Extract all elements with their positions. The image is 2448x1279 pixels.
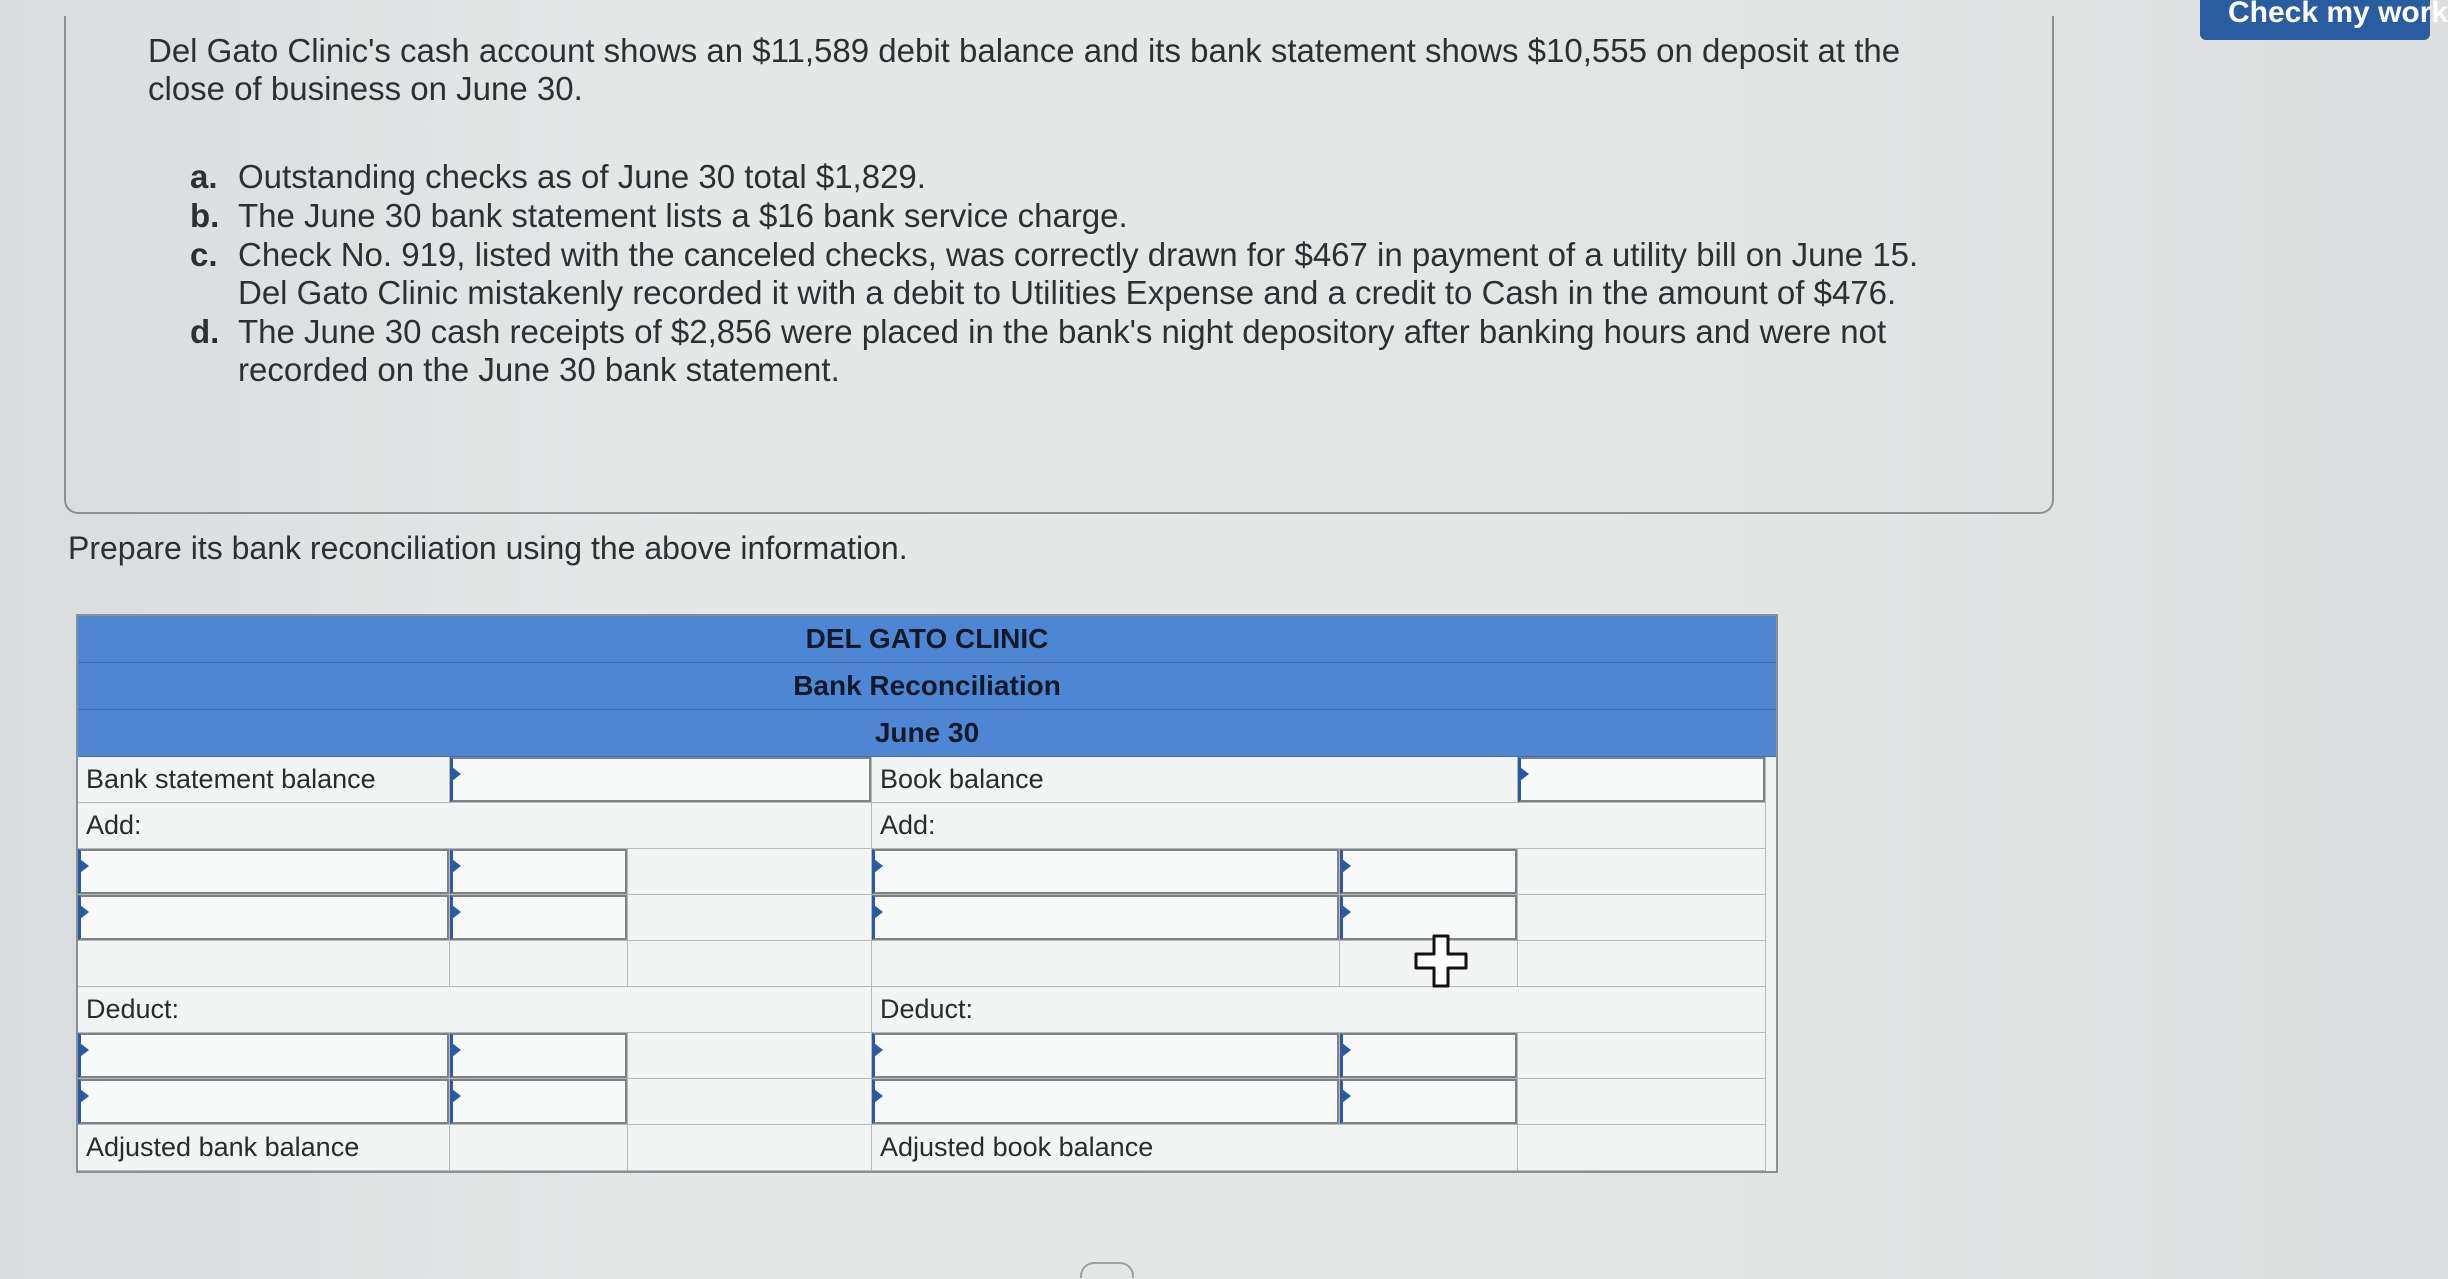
bank-add-subtotal-total-cell: [628, 941, 872, 987]
book-deduct-1-description-cell: [872, 1033, 1340, 1079]
footer-handle-icon: [1080, 1262, 1134, 1278]
bank-add-subtotal-label-cell: [78, 941, 450, 987]
book-deduct-1-total-cell: [1518, 1033, 1766, 1079]
item-text: Outstanding checks as of June 30 total $1,829.: [238, 158, 926, 195]
problem-item-b: [190, 197, 1970, 235]
item-letter: d.: [190, 313, 220, 350]
book-add-2-description-input[interactable]: [872, 895, 1339, 940]
book-add-1-amount-input[interactable]: [1340, 849, 1517, 894]
instruction-prompt: Prepare its bank reconciliation using the above information.: [68, 530, 908, 566]
book-add-subtotal-label-cell: [872, 941, 1340, 987]
book-deduct-2-total-cell: [1518, 1079, 1766, 1125]
bank-deduct-2-amount-cell: [450, 1079, 628, 1125]
book-deduct-1-amount-input[interactable]: [1340, 1033, 1517, 1078]
bank-add-2-description-input[interactable]: [78, 895, 449, 940]
bank-add-2-amount-cell: [450, 895, 628, 941]
book-add-subtotal-total-cell: [1518, 941, 1766, 987]
bank-add-2-total-cell: [628, 895, 872, 941]
problem-items: [190, 158, 1970, 390]
book-add-1-description-input[interactable]: [872, 849, 1339, 894]
book-deduct-1-description-input[interactable]: [872, 1033, 1339, 1078]
bank-deduct-2-description-input[interactable]: [78, 1079, 449, 1124]
bank-reconciliation-table: [76, 614, 1778, 1173]
bank-add-1-description-input[interactable]: [78, 849, 449, 894]
bank-add-2-description-cell: [78, 895, 450, 941]
bank-add-1-total-cell: [628, 849, 872, 895]
book-add-2-amount-cell: [1340, 895, 1518, 941]
company-name-header: DEL GATO CLINIC: [78, 616, 1776, 663]
adjusted-book-balance-label: Adjusted book balance: [872, 1125, 1518, 1171]
book-add-1-amount-cell: [1340, 849, 1518, 895]
bank-add-1-description-cell: [78, 849, 450, 895]
problem-item-d: [190, 313, 1970, 389]
bank-deduct-1-total-cell: [628, 1033, 872, 1079]
statement-date-header: June 30: [78, 710, 1776, 757]
book-add-2-amount-input[interactable]: [1340, 895, 1517, 940]
book-deduct-2-amount-cell: [1340, 1079, 1518, 1125]
reconciliation-grid: [78, 757, 1776, 1171]
book-deduct-2-amount-input[interactable]: [1340, 1079, 1517, 1124]
bank-deduct-1-amount-cell: [450, 1033, 628, 1079]
book-deduct-1-amount-cell: [1340, 1033, 1518, 1079]
bank-add-1-amount-input[interactable]: [450, 849, 627, 894]
adjusted-bank-balance-label: Adjusted bank balance: [78, 1125, 450, 1171]
bank-statement-balance-cell: [450, 757, 872, 803]
item-text: The June 30 bank statement lists a $16 bank service charge.: [238, 197, 1128, 234]
book-balance-input[interactable]: [1518, 757, 1765, 802]
book-deduct-2-description-input[interactable]: [872, 1079, 1339, 1124]
item-letter: b.: [190, 197, 220, 234]
problem-item-c: [190, 236, 1970, 312]
book-add-subtotal-amount-cell: [1340, 941, 1518, 987]
bank-deduct-2-description-cell: [78, 1079, 450, 1125]
adjusted-bank-balance-value: [628, 1125, 872, 1171]
item-text: The June 30 cash receipts of $2,856 were placed in the bank's night depository after banking hours and were not recorded on the June 30 bank statement.: [238, 313, 1887, 388]
book-deduct-label: Deduct:: [872, 987, 1766, 1033]
item-letter: c.: [190, 236, 218, 273]
adjusted-bank-balance-spacer: [450, 1125, 628, 1171]
statement-title-header: Bank Reconciliation: [78, 663, 1776, 710]
book-add-1-total-cell: [1518, 849, 1766, 895]
book-add-2-total-cell: [1518, 895, 1766, 941]
bank-deduct-2-total-cell: [628, 1079, 872, 1125]
bank-deduct-2-amount-input[interactable]: [450, 1079, 627, 1124]
bank-deduct-label: Deduct:: [78, 987, 872, 1033]
bank-deduct-1-description-input[interactable]: [78, 1033, 449, 1078]
check-my-work-button[interactable]: Check my work: [2200, 0, 2430, 40]
book-balance-label: Book balance: [872, 757, 1518, 803]
item-text: Check No. 919, listed with the canceled checks, was correctly drawn for $467 in payment of a utility bill on June 15. Del Gato Clinic mistakenly recorded it with a debit to Utilities Expense and a credit to Cash in the amount of $476.: [238, 236, 1919, 311]
book-add-1-description-cell: [872, 849, 1340, 895]
bank-add-label: Add:: [78, 803, 872, 849]
bank-deduct-1-description-cell: [78, 1033, 450, 1079]
problem-item-a: [190, 158, 1970, 196]
bank-statement-balance-label: Bank statement balance: [78, 757, 450, 803]
bank-add-1-amount-cell: [450, 849, 628, 895]
problem-intro: Del Gato Clinic's cash account shows an $11,589 debit balance and its bank statement shows $10,555 on deposit at the close of business on June 30.: [148, 32, 1901, 107]
item-letter: a.: [190, 158, 218, 195]
bank-add-2-amount-input[interactable]: [450, 895, 627, 940]
book-add-2-description-cell: [872, 895, 1340, 941]
bank-deduct-1-amount-input[interactable]: [450, 1033, 627, 1078]
book-deduct-2-description-cell: [872, 1079, 1340, 1125]
bank-add-subtotal-amount-cell: [450, 941, 628, 987]
bank-statement-balance-input[interactable]: [450, 757, 871, 802]
adjusted-book-balance-value: [1518, 1125, 1766, 1171]
book-balance-cell: [1518, 757, 1766, 803]
book-add-label: Add:: [872, 803, 1766, 849]
